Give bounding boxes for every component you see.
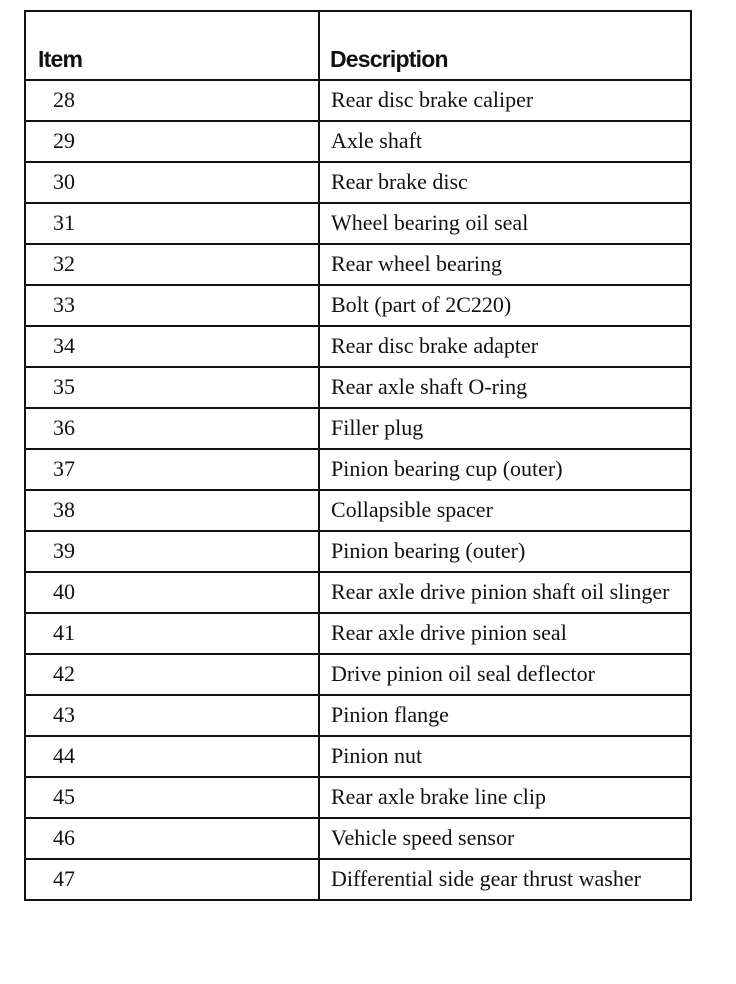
header-description: Description — [319, 11, 691, 80]
item-description: Rear axle brake line clip — [319, 777, 691, 818]
item-description: Wheel bearing oil seal — [319, 203, 691, 244]
table-row — [25, 531, 691, 572]
item-number: 35 — [25, 367, 319, 408]
item-description: Differential side gear thrust washer — [319, 859, 691, 900]
item-number: 31 — [25, 203, 319, 244]
table-row — [25, 490, 691, 531]
item-number: 41 — [25, 613, 319, 654]
item-description: Rear disc brake caliper — [319, 80, 691, 121]
table-row — [25, 162, 691, 203]
header-item: Item — [25, 11, 319, 80]
item-number: 42 — [25, 654, 319, 695]
item-number: 39 — [25, 531, 319, 572]
item-description: Pinion nut — [319, 736, 691, 777]
item-description: Rear axle drive pinion shaft oil slinger — [319, 572, 691, 613]
table-row — [25, 408, 691, 449]
table-row — [25, 572, 691, 613]
item-number: 33 — [25, 285, 319, 326]
item-description: Rear brake disc — [319, 162, 691, 203]
item-description: Axle shaft — [319, 121, 691, 162]
item-number: 28 — [25, 80, 319, 121]
item-number: 44 — [25, 736, 319, 777]
table-row — [25, 203, 691, 244]
item-description: Bolt (part of 2C220) — [319, 285, 691, 326]
table-row — [25, 818, 691, 859]
table-row — [25, 244, 691, 285]
table-row — [25, 326, 691, 367]
table-row — [25, 285, 691, 326]
item-number: 37 — [25, 449, 319, 490]
table-row — [25, 121, 691, 162]
table-row — [25, 777, 691, 818]
item-description: Filler plug — [319, 408, 691, 449]
item-number: 38 — [25, 490, 319, 531]
table-row — [25, 859, 691, 900]
item-description: Rear disc brake adapter — [319, 326, 691, 367]
table-row — [25, 736, 691, 777]
table-row — [25, 613, 691, 654]
table-row — [25, 695, 691, 736]
item-number: 34 — [25, 326, 319, 367]
item-description: Drive pinion oil seal deflector — [319, 654, 691, 695]
parts-table — [24, 10, 692, 901]
item-description: Pinion flange — [319, 695, 691, 736]
item-description: Collapsible spacer — [319, 490, 691, 531]
item-number: 30 — [25, 162, 319, 203]
item-number: 29 — [25, 121, 319, 162]
table-row — [25, 449, 691, 490]
item-description: Rear wheel bearing — [319, 244, 691, 285]
item-number: 36 — [25, 408, 319, 449]
item-number: 40 — [25, 572, 319, 613]
table-row — [25, 654, 691, 695]
item-description: Rear axle drive pinion seal — [319, 613, 691, 654]
item-number: 46 — [25, 818, 319, 859]
item-number: 47 — [25, 859, 319, 900]
item-description: Vehicle speed sensor — [319, 818, 691, 859]
item-description: Rear axle shaft O-ring — [319, 367, 691, 408]
item-number: 45 — [25, 777, 319, 818]
table-body — [25, 80, 691, 900]
item-description: Pinion bearing cup (outer) — [319, 449, 691, 490]
table-row — [25, 80, 691, 121]
table-row — [25, 367, 691, 408]
item-number: 32 — [25, 244, 319, 285]
item-description: Pinion bearing (outer) — [319, 531, 691, 572]
header-row — [25, 11, 691, 80]
item-number: 43 — [25, 695, 319, 736]
